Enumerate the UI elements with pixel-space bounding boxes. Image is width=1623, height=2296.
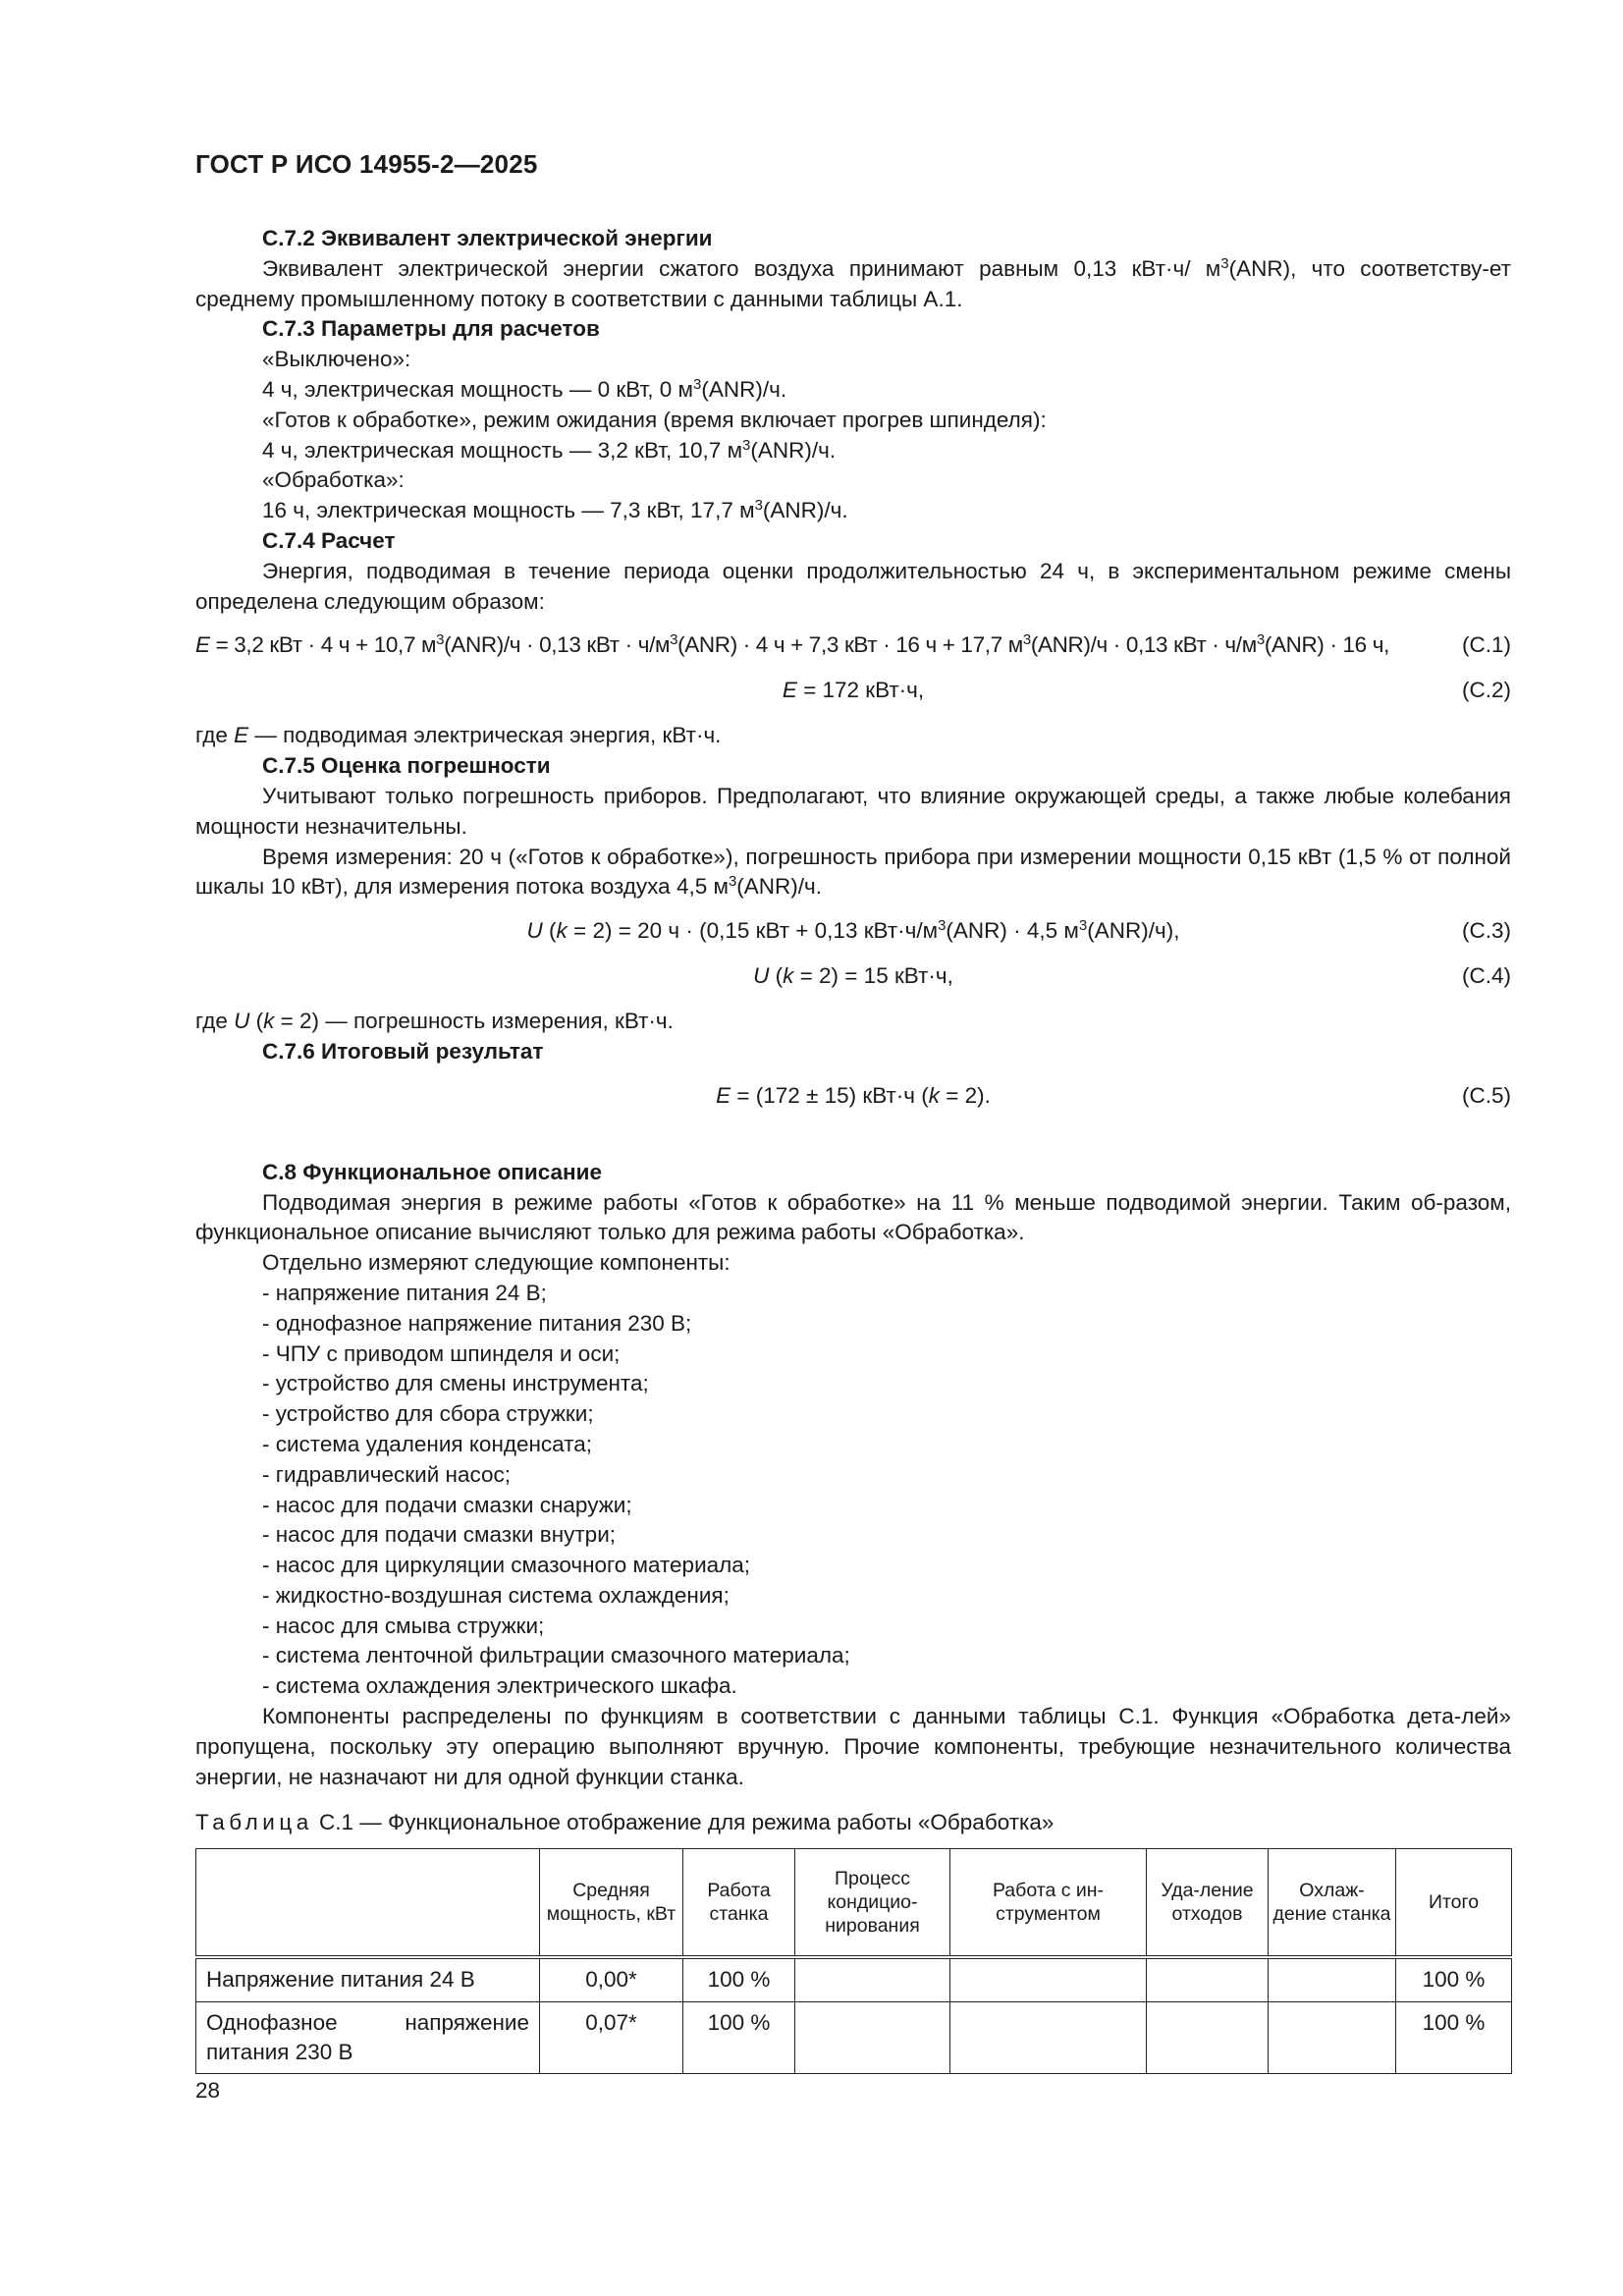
equation-c1-number: (C.1) (1462, 632, 1511, 658)
where-uncertainty: где U (k = 2) — погрешность измерения, кВт·ч. (195, 1009, 674, 1034)
list-item: - гидравлический насос; (262, 1461, 511, 1487)
where-energy: где E — подводимая электрическая энергия, кВт·ч. (195, 723, 722, 748)
mode-off-label: «Выключено»: (262, 347, 411, 372)
table-cell: 0,07* (540, 2002, 683, 2074)
list-item: - система охлаждения электрического шкафа. (262, 1673, 737, 1699)
equation-c4 (195, 961, 1511, 993)
paragraph-c75-1: Учитывают только погрешность приборов. Предполагают, что влияние окружающей среды, а также любые колебания мощности незначительны. (195, 783, 1511, 839)
table-cell (1269, 2002, 1396, 2074)
list-item: - система удаления конденсата; (262, 1431, 593, 1456)
list-item: - ЧПУ с приводом шпинделя и оси; (262, 1340, 621, 1366)
table-header-cell: Работа станка (683, 1849, 795, 1958)
table-cell (795, 2002, 950, 2074)
table-header-row (196, 1849, 1512, 1958)
paragraph-c8-1: Подводимая энергия в режиме работы «Готов к обработке» на 11 % меньше подводимой энергии. Таким об-разом, функциональное описание вычисляют только для режима работы «Обработка». (195, 1189, 1511, 1245)
mode-ready-label: «Готов к обработке», режим ожидания (время включает прогрев шпинделя): (262, 407, 1047, 432)
mode-ready-values: 4 ч, электрическая мощность — 3,2 кВт, 10,7 $м^3(ANR)/ч$. (262, 436, 837, 463)
table-header-cell (196, 1849, 540, 1958)
component-list (195, 1279, 1511, 1702)
table-row (196, 1957, 1512, 2001)
table-cell: 100 % (683, 2002, 795, 2074)
section-title-c75: C.7.5 Оценка погрешности (262, 753, 551, 779)
section-title-c72: C.7.2 Эквивалент электрической энергии (262, 226, 713, 250)
table-cell: 100 % (1396, 1957, 1512, 2001)
table-cell (1147, 1957, 1269, 2001)
table-cell: Напряжение питания 24 В (196, 1957, 540, 2001)
list-item: - насос для подачи смазки снаружи; (262, 1492, 632, 1517)
section-title-c73: C.7.3 Параметры для расчетов (262, 316, 600, 342)
function-mapping-table (195, 1848, 1512, 2074)
table-row (196, 2002, 1512, 2074)
paragraph-c8-2: Отдельно измеряют следующие компоненты: (262, 1250, 730, 1276)
section-title-c8: C.8 Функциональное описание (262, 1159, 602, 1184)
table-cell: 100 % (1396, 2002, 1512, 2074)
page-number: 28 (195, 2078, 221, 2103)
equation-c3-number: (C.3) (1462, 918, 1511, 944)
list-item: - насос для циркуляции смазочного материала; (262, 1553, 751, 1578)
equation-c5-number: (C.5) (1462, 1082, 1511, 1108)
table-caption: Таблица C.1 — Функциональное отображение для режима работы «Обработка» (195, 1810, 1055, 1835)
table-header-cell: Работа с ин-струментом (950, 1849, 1147, 1958)
list-item: - однофазное напряжение питания 230 В; (262, 1310, 692, 1336)
mode-off-values: 4 ч, электрическая мощность — 0 кВт, 0 $м^3(ANR)/ч$. (262, 375, 787, 402)
table-cell (950, 2002, 1147, 2074)
equation-c4-number: (C.4) (1462, 963, 1511, 989)
equation-c3 (195, 916, 1511, 948)
table-cell (1269, 1957, 1396, 2001)
table-cell (1147, 2002, 1269, 2074)
equation-c2 (195, 676, 1511, 707)
list-item: - напряжение питания 24 В; (262, 1280, 547, 1305)
table-header-cell: Уда-ление отходов (1147, 1849, 1269, 1958)
list-item: - система ленточной фильтрации смазочного материала; (262, 1643, 850, 1668)
section-title-c76: C.7.6 Итоговый результат (262, 1038, 544, 1064)
list-item: - жидкостно-воздушная система охлаждения; (262, 1582, 730, 1608)
table-header-cell: Охлаж-дение станка (1269, 1849, 1396, 1958)
table-header-cell: Процесс кондицио-нирования (795, 1849, 950, 1958)
list-item: - устройство для смены инструмента; (262, 1371, 649, 1396)
equation-c5-formula: E = (172 ± 15) кВт·ч (k = 2). (716, 1082, 991, 1108)
list-item: - насос для смыва стружки; (262, 1613, 545, 1638)
table-cell (795, 1957, 950, 2001)
equation-c1-formula: E = 3,2 кВт · 4 ч + 10,7 $м^3(ANR)/ч \cdot 0,13$ кВт · $ч/м^3(ANR) \cdot 4$ ч + 7,3 кВт · 16 ч + 17,7 $м^3(ANR)/ч \cdot 0,13$ кВт · $ч/м^3(ANR) \cdot 16$ ч, (195, 631, 1389, 658)
equation-c1 (195, 630, 1511, 662)
paragraph-c72: Эквивалент электрической энергии сжатого воздуха принимают равным 0,13 кВт·ч/ $м^3(ANR)$, что соответству-ет среднему промышленному потоку в соответствии с данными таблицы А.1. (195, 254, 1511, 311)
section-title-c74: C.7.4 Расчет (262, 527, 396, 553)
table-cell: 0,00* (540, 1957, 683, 2001)
equation-c3-formula: U (k = 2) = 20 ч · (0,15 кВт + 0,13 $кВт\cdot ч/м^3(ANR) \cdot 4,5$ $м^3(ANR)/ч$), (526, 917, 1180, 944)
list-item: - устройство для сбора стружки; (262, 1401, 594, 1427)
paragraph-c74: Энергия, подводимая в течение периода оценки продолжительностью 24 ч, в экспериментальном режиме смены определена следующим образом: (195, 558, 1511, 614)
paragraph-c8-3: Компоненты распределены по функциям в соответствии с данными таблицы C.1. Функция «Обработка дета-лей» пропущена, поскольку эту операцию выполняют вручную. Прочие компоненты, требующие незначительного количества энергии, не назначают ни для одной функции станка. (195, 1704, 1511, 1789)
table-cell (950, 1957, 1147, 2001)
table-cell: 100 % (683, 1957, 795, 2001)
document-header: ГОСТ Р ИСО 14955-2—2025 (195, 149, 538, 179)
list-item: - насос для подачи смазки внутри; (262, 1522, 617, 1548)
equation-c4-formula: U (k = 2) = 15 кВт·ч, (753, 963, 953, 989)
equation-c2-formula: E = 172 кВт·ч, (782, 678, 925, 703)
document-body (195, 224, 1511, 2074)
table-header-cell: Итого (1396, 1849, 1512, 1958)
mode-processing-values: 16 ч, электрическая мощность — 7,3 кВт, 17,7 $м^3(ANR)/ч$. (262, 497, 848, 523)
equation-c2-number: (C.2) (1462, 678, 1511, 703)
mode-processing-label: «Обработка»: (262, 467, 405, 493)
table-cell: Однофазное напряжение питания 230 В (196, 2002, 540, 2074)
equation-c5 (195, 1081, 1511, 1113)
table-header-cell: Средняя мощность, кВт (540, 1849, 683, 1958)
paragraph-c75-2: Время измерения: 20 ч («Готов к обработке»), погрешность прибора при измерении мощности 0,15 кВт (1,5 % от полной шкалы 10 кВт), для измерения потока воздуха 4,5 $м^3(ANR)/ч$. (195, 844, 1511, 900)
